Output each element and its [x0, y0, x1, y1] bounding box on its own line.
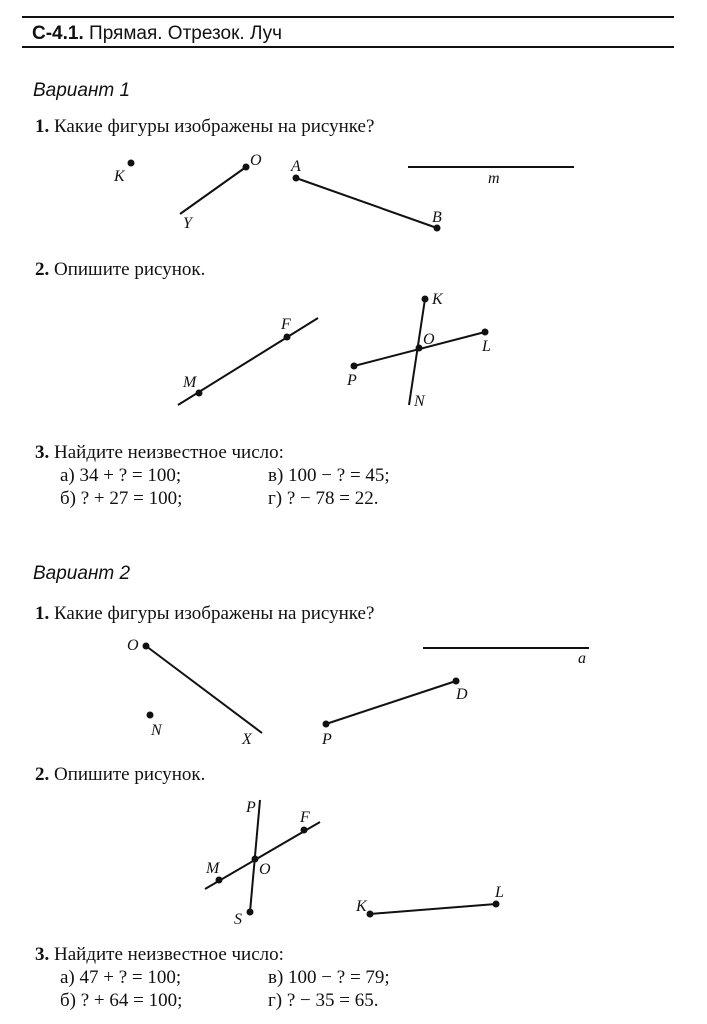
- v2-point-s: [247, 909, 254, 916]
- v2-label-m: M: [206, 860, 220, 877]
- v1-task1-text: Какие фигуры изображены на рисунке?: [54, 116, 375, 137]
- v2-ray-ox: [146, 646, 262, 733]
- v1-point-l: [482, 329, 489, 336]
- v2-label-l: L: [495, 884, 504, 901]
- v2-task3-text: Найдите неизвестное число:: [54, 944, 284, 965]
- v2-label-p: P: [322, 731, 332, 748]
- v1-figure-1: [113, 152, 574, 232]
- v1-eq-g: г) ? − 78 = 22.: [268, 488, 379, 509]
- v1-label-f: F: [281, 316, 291, 333]
- variant-1-title: Вариант 1: [33, 80, 131, 101]
- v1-point-k2: [422, 296, 429, 303]
- v2-segment-pd: [326, 681, 456, 724]
- v1-figure-2: [178, 291, 491, 410]
- v2-label-a: a: [578, 650, 586, 667]
- v1-eq-a: а) 34 + ? = 100;: [60, 465, 182, 486]
- v2-label-p2: P: [246, 799, 256, 816]
- v1-task2-number: 2.: [35, 259, 50, 280]
- v2-task2-number: 2.: [35, 764, 50, 785]
- v1-point-o: [243, 164, 250, 171]
- v2-eq-v: в) 100 − ? = 79;: [268, 967, 390, 988]
- v2-label-o2: O: [259, 861, 271, 878]
- v1-task3-text: Найдите неизвестное число:: [54, 442, 284, 463]
- v1-label-k2: K: [432, 291, 443, 308]
- v2-eq-g: г) ? − 35 = 65.: [268, 990, 379, 1011]
- v1-label-b: B: [432, 209, 442, 226]
- v1-eq-v: в) 100 − ? = 45;: [268, 465, 390, 486]
- v1-task3-number: 3.: [35, 442, 50, 463]
- v1-label-o: O: [250, 152, 262, 169]
- v1-ray-oy: [180, 167, 246, 214]
- v1-segment-ab: [296, 178, 437, 228]
- v2-segment-kl: [370, 904, 496, 914]
- v2-point-l: [493, 901, 500, 908]
- v2-task2-text: Опишите рисунок.: [54, 764, 206, 785]
- v2-task3-number: 3.: [35, 944, 50, 965]
- section-code: С-4.1.: [32, 23, 84, 44]
- v1-point-k: [128, 160, 135, 167]
- v1-label-y: Y: [183, 215, 192, 232]
- v1-point-p: [351, 363, 358, 370]
- v2-figure-1: [127, 637, 589, 748]
- v1-label-l: L: [482, 338, 491, 355]
- v2-label-f: F: [300, 809, 310, 826]
- v2-point-f: [301, 827, 308, 834]
- v1-label-a: A: [291, 158, 301, 175]
- v2-eq-b: б) ? + 64 = 100;: [60, 990, 183, 1011]
- v2-label-n: N: [151, 722, 162, 739]
- v2-point-m: [216, 877, 223, 884]
- v2-point-p: [323, 721, 330, 728]
- v2-label-s: S: [234, 911, 242, 928]
- v1-label-k: K: [114, 168, 125, 185]
- section-title: Прямая. Отрезок. Луч: [89, 23, 283, 44]
- v1-task2-text: Опишите рисунок.: [54, 259, 206, 280]
- v2-label-d: D: [456, 686, 468, 703]
- v2-task1-number: 1.: [35, 603, 50, 624]
- v1-label-n: N: [414, 393, 425, 410]
- variant-2-title: Вариант 2: [33, 563, 131, 584]
- v1-point-f: [284, 334, 291, 341]
- v2-point-n: [147, 712, 154, 719]
- v2-task1-text: Какие фигуры изображены на рисунке?: [54, 603, 375, 624]
- v1-point-o2: [416, 345, 423, 352]
- v1-task1-number: 1.: [35, 116, 50, 137]
- v2-point-o: [252, 856, 259, 863]
- v1-point-a: [293, 175, 300, 182]
- v2-point-o: [143, 643, 150, 650]
- v2-label-x: X: [242, 731, 252, 748]
- v2-label-o: O: [127, 637, 139, 654]
- v1-point-m: [196, 390, 203, 397]
- v1-label-o2: O: [423, 331, 435, 348]
- v1-label-p: P: [347, 372, 357, 389]
- v2-point-k: [367, 911, 374, 918]
- v1-label-m2: M: [183, 374, 197, 391]
- v2-label-k: K: [356, 898, 367, 915]
- v1-label-m: m: [488, 170, 500, 187]
- v2-figure-2: [205, 799, 504, 928]
- v2-point-d: [453, 678, 460, 685]
- v2-eq-a: а) 47 + ? = 100;: [60, 967, 182, 988]
- v1-eq-b: б) ? + 27 = 100;: [60, 488, 183, 509]
